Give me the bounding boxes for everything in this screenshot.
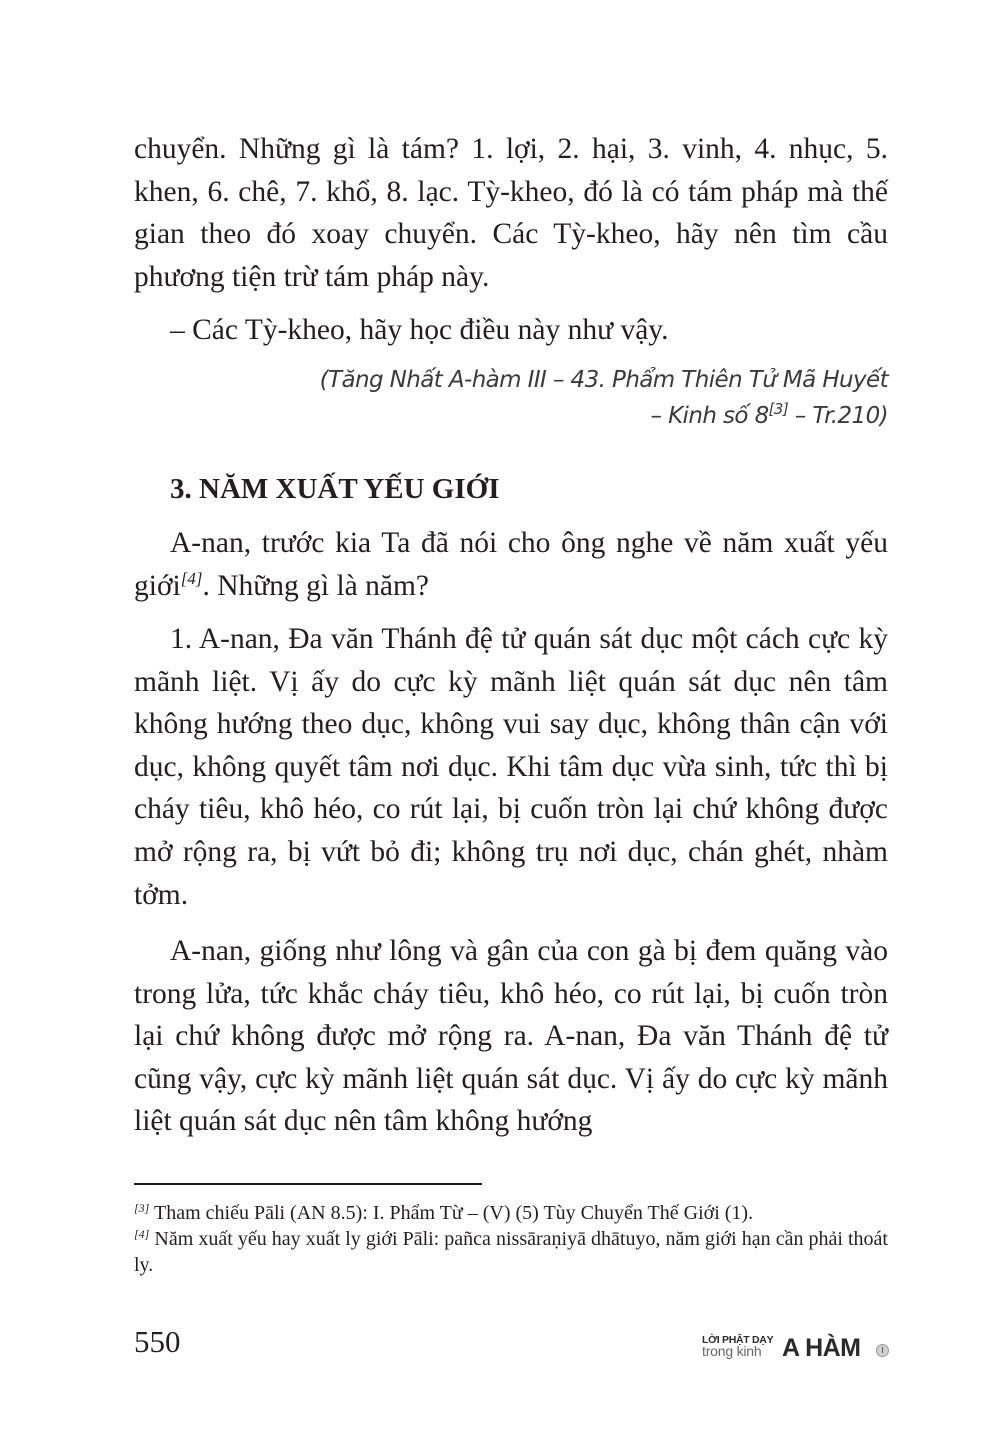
footnote-ref-3[interactable]: [3]	[768, 400, 789, 418]
footnote-text: Năm xuất yếu hay xuất ly giới Pāli: pañca nissāraṇiyā dhātuyo, năm giới hạn cần phải thoát ly.	[134, 1228, 888, 1276]
brand-title: A HÀM	[782, 1334, 861, 1362]
footnotes	[134, 1200, 888, 1278]
brand-bottom-text: trong kinh	[702, 1343, 762, 1359]
page-number: 550	[134, 1324, 181, 1359]
book-logo	[702, 1334, 892, 1364]
source-citation	[134, 362, 888, 434]
paragraph-text: A-nan, trước kia Ta đã nói cho ông nghe về năm xuất yếu giới	[134, 527, 888, 602]
citation-line-2	[134, 398, 888, 434]
footnote-text: Tham chiếu Pāli (AN 8.5): I. Phẩm Từ – (V) (5) Tùy Chuyển Thế Giới (1).	[149, 1202, 754, 1224]
footnote-divider	[134, 1183, 482, 1185]
footnote-4	[134, 1226, 888, 1278]
volume-badge-icon: I	[876, 1344, 889, 1357]
footnote-marker: [4]	[134, 1227, 150, 1241]
citation-text: – Kinh số 8	[650, 403, 769, 429]
paragraph-point-1: 1. A-nan, Đa văn Thánh đệ tử quán sát dục một cách cực kỳ mãnh liệt. Vị ấy do cực kỳ mãnh liệt quán sát dục nên tâm không hướng theo dục, không vui say dục, không thân cận với dục, không quyết tâm nơi dục. Khi tâm dục vừa sinh, tức thì bị cháy tiêu, khô héo, co rút lại, bị cuốn tròn lại chứ không được mở rộng ra, bị vứt bỏ đi; không trụ nơi dục, chán ghét, nhàm tởm.	[134, 623, 888, 911]
footnote-marker: [3]	[134, 1201, 150, 1215]
paragraph-simile: A-nan, giống như lông và gân của con gà bị đem quăng vào trong lửa, tức khắc cháy tiêu, khô héo, co rút lại, bị cuốn tròn lại chứ không được mở rộng ra. A-nan, Đa văn Thánh đệ tử cũng vậy, cực kỳ mãnh liệt quán sát dục. Vị ấy do cực kỳ mãnh liệt quán sát dục nên tâm không hướng	[134, 935, 888, 1138]
brand-top-text: LỜI PHẬT DẠY	[702, 1334, 774, 1346]
paragraph-intro-five-elements	[134, 522, 888, 607]
paragraph-closing-instruction: – Các Tỳ-kheo, hãy học điều này như vậy.	[170, 314, 669, 346]
footnote-ref-4[interactable]: [4]	[180, 568, 203, 588]
paragraph-text: . Những gì là năm?	[202, 569, 430, 602]
paragraph-eight-worldly-dharmas: chuyển. Những gì là tám? 1. lợi, 2. hại, 3. vinh, 4. nhục, 5. khen, 6. chê, 7. khổ, 8. lạc. Tỳ-kheo, đó là có tám pháp mà thế gian theo đó xoay chuyển. Các Tỳ-kheo, hãy nên tìm cầu phương tiện trừ tám pháp này.	[134, 133, 888, 293]
citation-line-1: (Tăng Nhất A-hàm III – 43. Phẩm Thiên Tử Mã Huyết	[319, 367, 888, 393]
footnote-3	[134, 1200, 888, 1226]
citation-page: – Tr.210)	[788, 403, 888, 429]
section-heading: 3. NĂM XUẤT YẾU GIỚI	[170, 473, 500, 505]
